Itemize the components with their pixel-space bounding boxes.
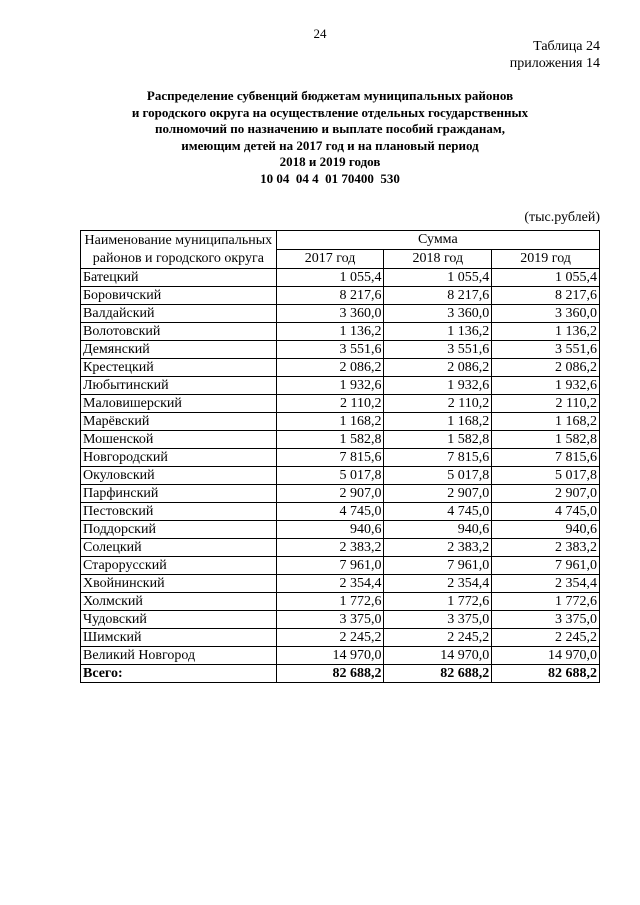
table-row — [81, 503, 600, 521]
value-2019: 1 136,2 — [492, 323, 600, 341]
value-2017: 14 970,0 — [276, 647, 384, 665]
table-row — [81, 323, 600, 341]
table-row — [81, 611, 600, 629]
value-2017: 1 932,6 — [276, 377, 384, 395]
value-2018: 7 961,0 — [384, 557, 492, 575]
row-name: Окуловский — [81, 467, 277, 485]
table-row — [81, 305, 600, 323]
value-2018: 1 136,2 — [384, 323, 492, 341]
value-2017: 1 055,4 — [276, 269, 384, 287]
table-row — [81, 359, 600, 377]
table-ref-line-2: приложения 14 — [509, 56, 600, 71]
value-2017: 3 360,0 — [276, 305, 384, 323]
value-2017: 4 745,0 — [276, 503, 384, 521]
row-name: Маловишерский — [81, 395, 277, 413]
value-2018: 14 970,0 — [384, 647, 492, 665]
value-2017: 2 907,0 — [276, 485, 384, 503]
row-name: Крестецкий — [81, 359, 277, 377]
table-row — [81, 647, 600, 665]
title-line-3: полномочий по назначению и выплате пособий гражданам, — [155, 121, 505, 136]
title-line-5: 2018 и 2019 годов — [279, 154, 381, 169]
header-name: Наименование муниципальных районов и городского округа — [81, 231, 277, 269]
value-2017: 2 383,2 — [276, 539, 384, 557]
value-2017: 8 217,6 — [276, 287, 384, 305]
value-2019: 1 932,6 — [492, 377, 600, 395]
title-line-1: Распределение субвенций бюджетам муниципальных районов — [146, 88, 514, 103]
value-2019: 4 745,0 — [492, 503, 600, 521]
value-2017: 3 375,0 — [276, 611, 384, 629]
row-name: Чудовский — [81, 611, 277, 629]
table-row — [81, 377, 600, 395]
row-name: Боровичский — [81, 287, 277, 305]
row-name: Марёвский — [81, 413, 277, 431]
title-line-4: имеющим детей на 2017 год и на плановый период — [181, 137, 479, 153]
value-2017: 5 017,8 — [276, 467, 384, 485]
document-title — [60, 88, 600, 187]
value-2017: 3 551,6 — [276, 341, 384, 359]
value-2018: 5 017,8 — [384, 467, 492, 485]
row-name: Новгородский — [81, 449, 277, 467]
header-year-2018: 2018 год — [384, 250, 492, 269]
table-row — [81, 593, 600, 611]
value-2019: 2 245,2 — [492, 629, 600, 647]
header-sum: Сумма — [276, 231, 599, 250]
row-name: Хвойнинский — [81, 575, 277, 593]
value-2019: 2 354,4 — [492, 575, 600, 593]
value-2017: 2 110,2 — [276, 395, 384, 413]
value-2019: 1 168,2 — [492, 413, 600, 431]
row-name: Поддорский — [81, 521, 277, 539]
value-2017: 1 772,6 — [276, 593, 384, 611]
unit-note: (тыс.рублей) — [524, 210, 600, 225]
total-row — [81, 665, 600, 683]
header-year-2019: 2019 год — [492, 250, 600, 269]
row-name: Солецкий — [81, 539, 277, 557]
subsidy-table — [80, 230, 600, 683]
value-2018: 1 772,6 — [384, 593, 492, 611]
value-2019: 7 815,6 — [492, 449, 600, 467]
value-2018: 1 582,8 — [384, 431, 492, 449]
value-2018: 8 217,6 — [384, 287, 492, 305]
value-2019: 2 383,2 — [492, 539, 600, 557]
value-2017: 1 136,2 — [276, 323, 384, 341]
value-2019: 3 360,0 — [492, 305, 600, 323]
value-2018: 1 055,4 — [384, 269, 492, 287]
value-2019: 3 551,6 — [492, 341, 600, 359]
table-row — [81, 629, 600, 647]
row-name: Холмский — [81, 593, 277, 611]
value-2018: 2 354,4 — [384, 575, 492, 593]
value-2019: 2 907,0 — [492, 485, 600, 503]
value-2018: 7 815,6 — [384, 449, 492, 467]
value-2018: 4 745,0 — [384, 503, 492, 521]
row-name: Демянский — [81, 341, 277, 359]
table-row — [81, 557, 600, 575]
row-name: Батецкий — [81, 269, 277, 287]
value-2017: 1 582,8 — [276, 431, 384, 449]
value-2019: 7 961,0 — [492, 557, 600, 575]
value-2017: 2 086,2 — [276, 359, 384, 377]
value-2017: 1 168,2 — [276, 413, 384, 431]
header-year-2017: 2017 год — [276, 250, 384, 269]
value-2019: 1 772,6 — [492, 593, 600, 611]
row-name: Волотовский — [81, 323, 277, 341]
total-2017: 82 688,2 — [276, 665, 384, 683]
row-name: Великий Новгород — [81, 647, 277, 665]
value-2019: 8 217,6 — [492, 287, 600, 305]
value-2019: 940,6 — [492, 521, 600, 539]
value-2018: 1 932,6 — [384, 377, 492, 395]
total-2019: 82 688,2 — [492, 665, 600, 683]
value-2017: 2 354,4 — [276, 575, 384, 593]
value-2018: 2 110,2 — [384, 395, 492, 413]
table-row — [81, 485, 600, 503]
table-row — [81, 539, 600, 557]
total-2018: 82 688,2 — [384, 665, 492, 683]
value-2019: 5 017,8 — [492, 467, 600, 485]
table-row — [81, 287, 600, 305]
value-2019: 2 086,2 — [492, 359, 600, 377]
table-reference — [510, 38, 600, 72]
value-2017: 940,6 — [276, 521, 384, 539]
value-2019: 3 375,0 — [492, 611, 600, 629]
table-row — [81, 449, 600, 467]
value-2019: 2 110,2 — [492, 395, 600, 413]
row-name: Шимский — [81, 629, 277, 647]
row-name: Парфинский — [81, 485, 277, 503]
value-2019: 14 970,0 — [492, 647, 600, 665]
value-2019: 1 055,4 — [492, 269, 600, 287]
value-2019: 1 582,8 — [492, 431, 600, 449]
row-name: Пестовский — [81, 503, 277, 521]
table-row — [81, 575, 600, 593]
row-name: Старорусский — [81, 557, 277, 575]
table-row — [81, 413, 600, 431]
value-2017: 7 961,0 — [276, 557, 384, 575]
value-2018: 2 907,0 — [384, 485, 492, 503]
total-label: Всего: — [81, 665, 277, 683]
table-row — [81, 341, 600, 359]
table-row — [81, 269, 600, 287]
value-2017: 7 815,6 — [276, 449, 384, 467]
table-row — [81, 395, 600, 413]
value-2018: 2 086,2 — [384, 359, 492, 377]
table-row — [81, 431, 600, 449]
page-number: 24 — [313, 26, 327, 41]
header-row-1 — [81, 231, 600, 250]
row-name: Мошенской — [81, 431, 277, 449]
value-2018: 3 360,0 — [384, 305, 492, 323]
row-name: Валдайский — [81, 305, 277, 323]
table-ref-line-1: Таблица 24 — [533, 39, 600, 54]
value-2018: 2 383,2 — [384, 539, 492, 557]
value-2018: 940,6 — [384, 521, 492, 539]
row-name: Любытинский — [81, 377, 277, 395]
value-2018: 2 245,2 — [384, 629, 492, 647]
value-2018: 1 168,2 — [384, 413, 492, 431]
title-line-2: и городского округа на осуществление отдельных государственных — [131, 104, 529, 120]
value-2017: 2 245,2 — [276, 629, 384, 647]
budget-code: 10 04 04 4 01 70400 530 — [260, 170, 400, 186]
value-2018: 3 551,6 — [384, 341, 492, 359]
table-row — [81, 521, 600, 539]
value-2018: 3 375,0 — [384, 611, 492, 629]
table-row — [81, 467, 600, 485]
